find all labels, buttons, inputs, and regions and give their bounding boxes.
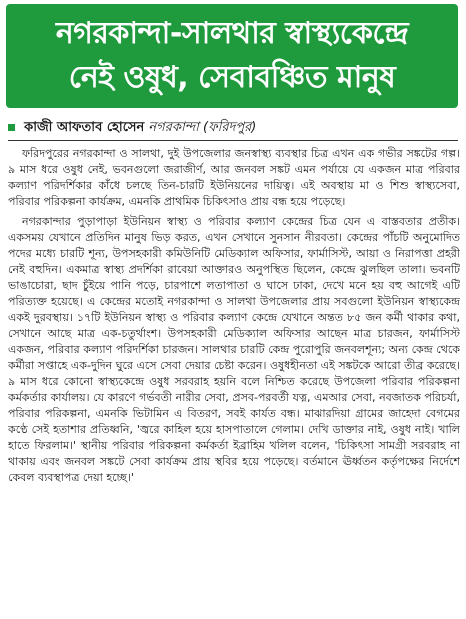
- headline-banner: [6, 4, 458, 108]
- article-paragraph-2: নগরকান্দার পুড়াপাড়া ইউনিয়ন স্বাস্থ্য ও পরিবার কল্যাণ কেন্দ্রের চিত্র যেন এ বাস্তবতার প্রতীক। একসময় যেখানে প্রতিদিন মানুষ ভিড় করত, এখন সেখানে সুনসান নীরবতা। কেন্দ্রের পাঁচটি অনুমোদিত পদের মধ্যে চারটি শূন্য, উপসহকারী কমিউনিটি মেডিক্যাল অফিসার, ফার্মাসিস্ট, আয়া ও নিরাপত্তা প্রহরী নেই বহুদিন। একমাত্র স্বাস্থ্য প্রদর্শিকা রাবেয়া আক্তারও অনুপস্থিত ছিলেন, কেন্দ্রে ঝুলছিল তালা। ভবনটি ভাঙাচোরা, ছাদ চুঁইয়ে পানি পড়ে, চারপাশে লতাপাতা ও ঘাসে ঢাকা, দেখে মনে হয় বহু আগেই এটি পরিত্যক্ত হয়েছে। এ কেন্দ্রের মতোই নগরকান্দা ও সালথা উপজেলার প্রায় সবগুলো ইউনিয়ন স্বাস্থ্যকেন্দ্র একই দুরবস্থায়। ১৭টি ইউনিয়ন স্বাস্থ্য ও পরিবার কল্যাণ কেন্দ্রে যেখানে অন্তত ৮৫ জন কর্মী থাকার কথা, সেখানে আছে মাত্র এক-চতুর্থাংশ। উপসহকারী মেডিক্যাল অফিসার আছেন মাত্র চারজন, ফার্মাসিস্ট একজন, পরিবার কল্যাণ পরিদর্শিকা চারজন। সালথার চারটি কেন্দ্র পুরোপুরি জনবলশূন্য; অন্য কেন্দ্র থেকে কর্মীরা সপ্তাহে এক-দুদিন ঘুরে এসে সেবা দেয়ার চেষ্টা করেন। ওষুধহীনতা এই সঙ্কটকে আরো তীব্র করেছে। ৯ মাস ধরে কোনো স্বাস্থ্যকেন্দ্রে ওষুধ সরবরাহ হয়নি বলে নিশ্চিত করেছে উপজেলা পরিবার পরিকল্পনা কর্মকর্তার কার্যালয়। যে কারণে গর্ভবতী নারীর সেবা, প্রসব-পরবর্তী যত্ন, এমআর সেবা, নবজাতক পরিচর্যা, পরিবার পরিকল্পনা, এমনকি ভিটামিন এ বিতরণ, সবই কার্যত বন্ধ। মাঝারদিয়া গ্রামের জাহেদা বেগমের কণ্ঠে সেই হতাশার প্রতিধ্বনি, 'জ্বরে কাহিল হয়ে হাসপাতালে গেলাম। দেখি ডাক্তার নাই, ওষুধ নাই। খালি হাতে ফিরলাম।' স্থানীয় পরিবার পরিকল্পনা কর্মকর্তা ইব্রাহিম খলিল বলেন, 'চিকিৎসা সামগ্রী সরবরাহ না থাকায় এবং জনবল সঙ্কটে সেবা কার্যক্রম প্রায় স্থবির হয়ে পড়েছে। বর্তমানে ঊর্ধ্বতন কর্তৃপক্ষের নির্দেশে কেবল ব্যবস্থাপত্র দেয়া হচ্ছে।': [8, 215, 460, 484]
- headline-line-2: নেই ওষুধ, সেবাবঞ্চিত মানুষ: [68, 60, 396, 95]
- byline: [8, 118, 458, 138]
- article-paragraph-1: ফরিদপুরের নগরকান্দা ও সালথা, দুই উপজেলার জনস্বাস্থ্য ব্যবস্থার চিত্র এখন এক গভীর সঙ্কটের গল্প। ৯ মাস ধরে ওষুধ নেই, ভবনগুলো জরাজীর্ণ, আর জনবল সঙ্কট এমন পর্যায়ে যে একজন মাত্র পরিবার কল্যাণ পরিদর্শিকার কাঁধে চলছে তিন-চারটি ইউনিয়নের দায়িত্ব। এই অবস্থায় মা ও শিশু স্বাস্থ্যসেবা, পরিবার পরিকল্পনা কার্যক্রম, এমনকি প্রাথমিক চিকিৎসাও প্রায় বন্ধ হয়ে পড়েছে।: [8, 147, 460, 208]
- square-bullet-icon: [8, 124, 15, 131]
- article-body: [8, 146, 460, 616]
- dateline-place: নগরকান্দা (ফরিদপুর): [148, 120, 257, 135]
- headline-line-1: নগরকান্দা-সালথার স্বাস্থ্যকেন্দ্রে: [55, 16, 409, 51]
- byline-divider: [8, 140, 458, 141]
- author-name: কাজী আফতাব হোসেন: [24, 120, 145, 135]
